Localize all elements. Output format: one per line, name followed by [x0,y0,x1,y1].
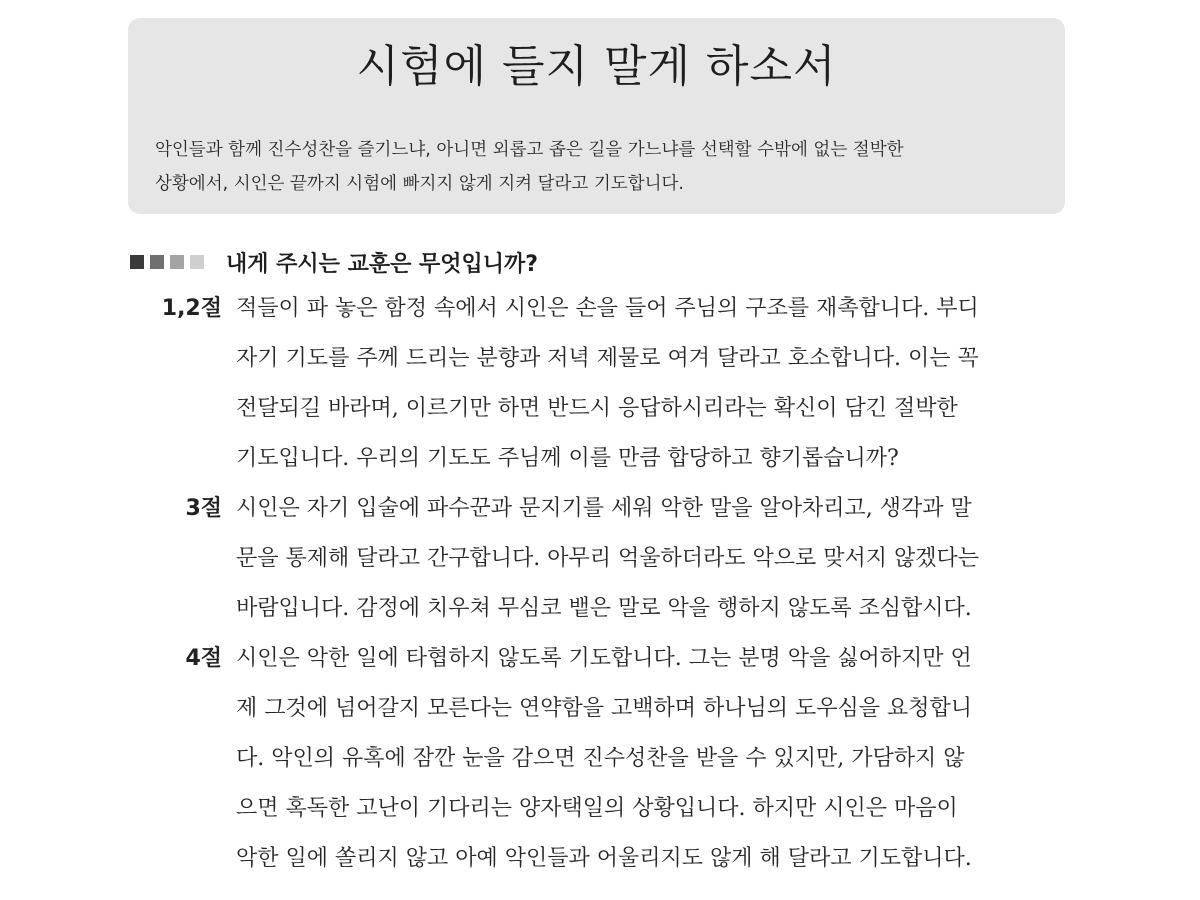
verse-line: 기도입니다. 우리의 기도도 주님께 이를 만큼 합당하고 향기롭습니까? [236,446,899,471]
intro-line: 상황에서, 시인은 끝까지 시험에 빠지지 않게 지켜 달라고 기도합니다. [155,174,684,194]
verse-text [236,634,1076,884]
square-bullets-icon [130,255,210,269]
intro-line: 악인들과 함께 진수성찬을 즐기느냐, 아니면 외롭고 좁은 길을 가느냐를 선택할 수밖에 없는 절박한 [155,140,904,160]
section-heading-text: 내게 주시는 교훈은 무엇입니까? [226,251,539,277]
verse-label: 1,2절 [161,296,222,321]
verse-line: 다. 악인의 유혹에 잠깐 눈을 감으면 진수성찬을 받을 수 있지만, 가담하지 않 [236,746,965,771]
square-bullet [130,255,144,269]
verse-line: 시인은 악한 일에 타협하지 않도록 기도합니다. 그는 분명 악을 싫어하지만 언 [236,646,972,671]
section-heading [130,244,538,280]
verse-text [236,484,1076,634]
verse-line: 적들이 파 놓은 함정 속에서 시인은 손을 들어 주님의 구조를 재촉합니다. 부디 [236,296,979,321]
verse-line: 으면 혹독한 고난이 기다리는 양자택일의 상황입니다. 하지만 시인은 마음이 [236,796,958,821]
verse-label: 4절 [185,646,222,671]
page-title: 시험에 들지 말게 하소서 [356,41,837,92]
verse-label: 3절 [185,496,222,521]
square-bullet [150,255,164,269]
verse-text [236,284,1076,484]
verse-line: 전달되길 바라며, 이르기만 하면 반드시 응답하시리라는 확신이 담긴 절박한 [236,396,958,421]
header-box [128,18,1065,214]
intro-paragraph [155,133,1055,201]
verse-line: 제 그것에 넘어갈지 모른다는 연약함을 고백하며 하나님의 도우심을 요청합니 [236,696,973,721]
verse-line: 악한 일에 쏠리지 않고 아예 악인들과 어울리지도 않게 해 달라고 기도합니다. [236,846,972,871]
verse-line: 문을 통제해 달라고 간구합니다. 아무리 억울하더라도 악으로 맞서지 않겠다는 [236,546,980,571]
verse-line: 자기 기도를 주께 드리는 분향과 저녁 제물로 여겨 달라고 호소합니다. 이는 꼭 [236,346,979,371]
verse-line: 시인은 자기 입술에 파수꾼과 문지기를 세워 악한 말을 알아차리고, 생각과 말 [236,496,972,521]
square-bullet [170,255,184,269]
verse-line: 바람입니다. 감정에 치우쳐 무심코 뱉은 말로 악을 행하지 않도록 조심합시다. [236,596,972,621]
square-bullet [190,255,204,269]
